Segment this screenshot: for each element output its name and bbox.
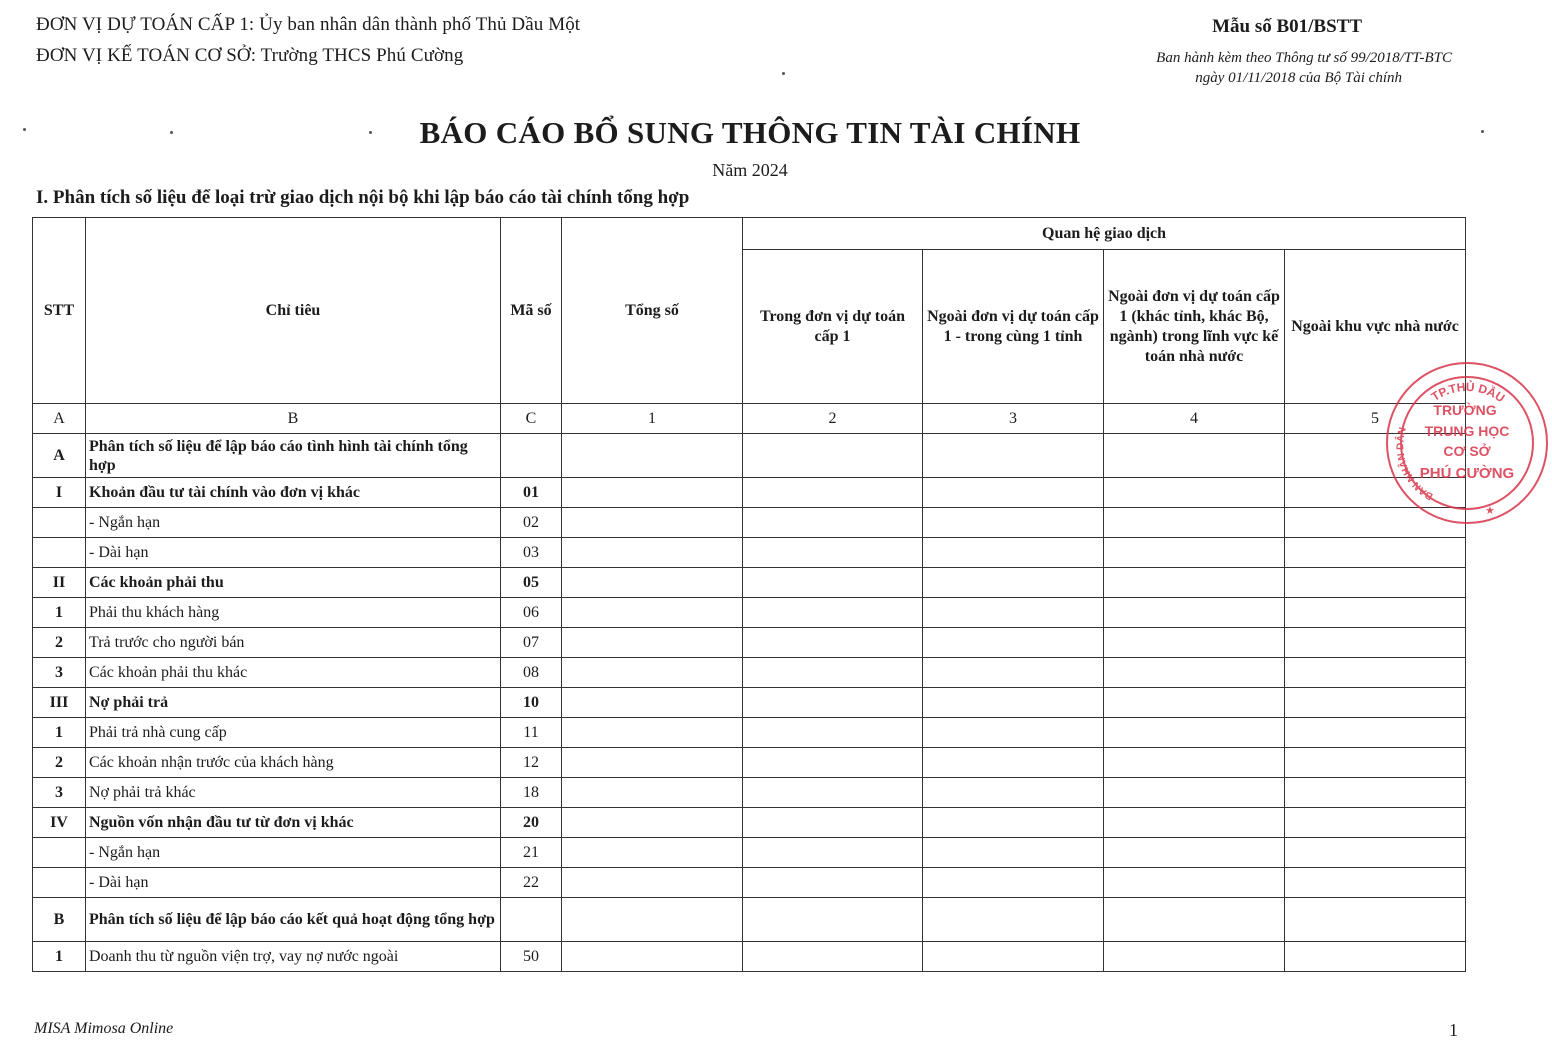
row-total — [562, 778, 743, 808]
row-col4 — [1104, 508, 1285, 538]
row-indicator: Nợ phải trả khác — [86, 778, 501, 808]
row-stt: 1 — [33, 718, 86, 748]
row-col3 — [923, 868, 1104, 898]
column-key: 2 — [743, 404, 923, 434]
row-col2 — [743, 598, 923, 628]
row-indicator: Doanh thu từ nguồn viện trợ, vay nợ nước ngoài — [86, 942, 501, 972]
row-col4 — [1104, 808, 1285, 838]
row-indicator: Trả trước cho người bán — [86, 628, 501, 658]
table-row — [33, 718, 1466, 748]
table-row — [33, 942, 1466, 972]
row-col2 — [743, 748, 923, 778]
row-col2 — [743, 658, 923, 688]
column-key: 3 — [923, 404, 1104, 434]
row-col4 — [1104, 748, 1285, 778]
row-total — [562, 718, 743, 748]
table-row — [33, 508, 1466, 538]
scan-speck — [23, 128, 26, 131]
table-row — [33, 898, 1466, 942]
row-indicator: - Dài hạn — [86, 868, 501, 898]
table-row — [33, 838, 1466, 868]
seal-star-icon: ★ — [1485, 505, 1495, 517]
row-total — [562, 508, 743, 538]
form-note-line1: Ban hành kèm theo Thông tư số 99/2018/TT-BTC — [1156, 50, 1452, 66]
row-col4 — [1104, 538, 1285, 568]
row-indicator: Nợ phải trả — [86, 688, 501, 718]
row-stt: B — [33, 898, 86, 942]
row-col5 — [1285, 868, 1466, 898]
row-col4 — [1104, 942, 1285, 972]
row-col3 — [923, 718, 1104, 748]
row-total — [562, 808, 743, 838]
row-stt: 1 — [33, 942, 86, 972]
row-col5 — [1285, 808, 1466, 838]
column-key-row — [33, 404, 1466, 434]
row-col3 — [923, 898, 1104, 942]
row-col4 — [1104, 868, 1285, 898]
row-col2 — [743, 478, 923, 508]
table-row — [33, 688, 1466, 718]
scan-speck — [170, 131, 173, 134]
row-code: 12 — [501, 748, 562, 778]
row-stt: I — [33, 478, 86, 508]
row-stt — [33, 868, 86, 898]
row-indicator: - Dài hạn — [86, 538, 501, 568]
row-col2 — [743, 898, 923, 942]
page-number: 1 — [1449, 1020, 1458, 1040]
report-title: BÁO CÁO BỔ SUNG THÔNG TIN TÀI CHÍNH — [419, 115, 1081, 150]
row-col4 — [1104, 838, 1285, 868]
row-total — [562, 568, 743, 598]
table-row — [33, 778, 1466, 808]
row-total — [562, 748, 743, 778]
header-col3: Ngoài đơn vị dự toán cấp 1 - trong cùng 1 tỉnh — [923, 250, 1104, 404]
header-col2: Trong đơn vị dự toán cấp 1 — [743, 250, 923, 404]
row-col5 — [1285, 658, 1466, 688]
row-col2 — [743, 538, 923, 568]
row-col2 — [743, 628, 923, 658]
row-col4 — [1104, 658, 1285, 688]
row-col2 — [743, 778, 923, 808]
row-col3 — [923, 538, 1104, 568]
row-col5 — [1285, 538, 1466, 568]
row-col4 — [1104, 478, 1285, 508]
row-indicator: - Ngắn hạn — [86, 508, 501, 538]
column-key: A — [33, 404, 86, 434]
row-stt — [33, 838, 86, 868]
row-col3 — [923, 598, 1104, 628]
row-stt: A — [33, 434, 86, 478]
row-col2 — [743, 808, 923, 838]
row-indicator: - Ngắn hạn — [86, 838, 501, 868]
row-col4 — [1104, 434, 1285, 478]
row-indicator: Các khoản nhận trước của khách hàng — [86, 748, 501, 778]
row-code: 18 — [501, 778, 562, 808]
row-total — [562, 868, 743, 898]
row-col3 — [923, 478, 1104, 508]
row-code: 03 — [501, 538, 562, 568]
row-col4 — [1104, 718, 1285, 748]
row-indicator: Phân tích số liệu để lập báo cáo tình hình tài chính tổng hợp — [86, 434, 501, 478]
table-row — [33, 868, 1466, 898]
row-indicator: Các khoản phải thu — [86, 568, 501, 598]
row-code: 01 — [501, 478, 562, 508]
row-code: 21 — [501, 838, 562, 868]
row-code: 50 — [501, 942, 562, 972]
row-total — [562, 434, 743, 478]
scan-speck — [1481, 130, 1484, 133]
row-col5 — [1285, 748, 1466, 778]
table-row — [33, 568, 1466, 598]
row-code: 22 — [501, 868, 562, 898]
row-indicator: Khoản đầu tư tài chính vào đơn vị khác — [86, 478, 501, 508]
row-col2 — [743, 718, 923, 748]
row-indicator: Nguồn vốn nhận đầu tư từ đơn vị khác — [86, 808, 501, 838]
row-col5 — [1285, 688, 1466, 718]
row-total — [562, 688, 743, 718]
table-row — [33, 478, 1466, 508]
accounting-unit: ĐƠN VỊ KẾ TOÁN CƠ SỞ: Trường THCS Phú Cường — [36, 45, 464, 66]
row-code: 05 — [501, 568, 562, 598]
seal-text-line1: TRƯỜNG — [1433, 402, 1497, 418]
table-row — [33, 748, 1466, 778]
header-col5: Ngoài khu vực nhà nước — [1285, 250, 1466, 404]
row-stt: 3 — [33, 778, 86, 808]
seal-ring-text-left: BAN NHÂN DÂN — [1395, 426, 1436, 502]
row-col2 — [743, 838, 923, 868]
column-key: B — [86, 404, 501, 434]
software-footer: MISA Mimosa Online — [34, 1020, 174, 1037]
row-code: 08 — [501, 658, 562, 688]
column-key: C — [501, 404, 562, 434]
row-stt: 1 — [33, 598, 86, 628]
scan-speck — [782, 72, 785, 75]
row-code: 10 — [501, 688, 562, 718]
school-seal-stamp — [1382, 358, 1552, 528]
row-stt: III — [33, 688, 86, 718]
row-total — [562, 942, 743, 972]
row-code — [501, 898, 562, 942]
row-stt: IV — [33, 808, 86, 838]
row-indicator: Phải trả nhà cung cấp — [86, 718, 501, 748]
row-code: 20 — [501, 808, 562, 838]
row-total — [562, 628, 743, 658]
table-row — [33, 658, 1466, 688]
row-col5 — [1285, 942, 1466, 972]
header-indicator: Chỉ tiêu — [86, 218, 501, 404]
header-stt: STT — [33, 218, 86, 404]
seal-text-line3: CƠ SỞ — [1443, 443, 1491, 459]
seal-text-line2: TRUNG HỌC — [1424, 423, 1510, 439]
table-row — [33, 628, 1466, 658]
row-total — [562, 538, 743, 568]
row-col2 — [743, 508, 923, 538]
form-number: Mẫu số B01/BSTT — [1212, 16, 1362, 37]
form-note-line2: ngày 01/11/2018 của Bộ Tài chính — [1195, 70, 1402, 86]
row-col2 — [743, 688, 923, 718]
seal-ring-text-top: TP.THỦ DẦU — [1428, 379, 1508, 406]
report-year: Năm 2024 — [712, 160, 788, 180]
row-col5 — [1285, 898, 1466, 942]
row-stt — [33, 508, 86, 538]
row-total — [562, 478, 743, 508]
row-stt — [33, 538, 86, 568]
row-col4 — [1104, 628, 1285, 658]
header-total: Tổng số — [562, 218, 743, 404]
row-col3 — [923, 748, 1104, 778]
row-col3 — [923, 508, 1104, 538]
table-row — [33, 538, 1466, 568]
row-col2 — [743, 434, 923, 478]
header-transaction-group: Quan hệ giao dịch — [743, 218, 1466, 250]
row-total — [562, 598, 743, 628]
row-col3 — [923, 778, 1104, 808]
row-col5 — [1285, 628, 1466, 658]
row-col3 — [923, 568, 1104, 598]
column-key: 1 — [562, 404, 743, 434]
row-col5 — [1285, 838, 1466, 868]
column-key: 4 — [1104, 404, 1285, 434]
row-total — [562, 658, 743, 688]
row-col4 — [1104, 778, 1285, 808]
row-col5 — [1285, 718, 1466, 748]
row-col4 — [1104, 898, 1285, 942]
row-total — [562, 898, 743, 942]
row-stt: II — [33, 568, 86, 598]
row-indicator: Các khoản phải thu khác — [86, 658, 501, 688]
header-code: Mã số — [501, 218, 562, 404]
row-col3 — [923, 434, 1104, 478]
scan-speck — [369, 131, 372, 134]
header-col4: Ngoài đơn vị dự toán cấp 1 (khác tỉnh, khác Bộ, ngành) trong lĩnh vực kế toán nhà nước — [1104, 250, 1285, 404]
seal-text-line4: PHÚ CƯỜNG — [1419, 465, 1515, 482]
row-indicator: Phải thu khách hàng — [86, 598, 501, 628]
row-stt: 2 — [33, 748, 86, 778]
table-row — [33, 434, 1466, 478]
row-col3 — [923, 808, 1104, 838]
row-col5 — [1285, 568, 1466, 598]
row-code: 06 — [501, 598, 562, 628]
table-row — [33, 808, 1466, 838]
row-col3 — [923, 838, 1104, 868]
row-total — [562, 838, 743, 868]
row-code: 07 — [501, 628, 562, 658]
budget-unit-level1: ĐƠN VỊ DỰ TOÁN CẤP 1: Ủy ban nhân dân thành phố Thủ Dầu Một — [36, 14, 581, 35]
row-code — [501, 434, 562, 478]
row-stt: 3 — [33, 658, 86, 688]
row-col3 — [923, 658, 1104, 688]
row-col5 — [1285, 778, 1466, 808]
section-heading: I. Phân tích số liệu để loại trừ giao dịch nội bộ khi lập báo cáo tài chính tổng hợp — [36, 187, 690, 208]
row-stt: 2 — [33, 628, 86, 658]
row-col2 — [743, 568, 923, 598]
row-col4 — [1104, 598, 1285, 628]
column-key: 5 — [1285, 404, 1466, 434]
row-col3 — [923, 688, 1104, 718]
row-col3 — [923, 628, 1104, 658]
row-code: 02 — [501, 508, 562, 538]
row-col2 — [743, 942, 923, 972]
row-col4 — [1104, 568, 1285, 598]
row-indicator: Phân tích số liệu để lập báo cáo kết quả hoạt động tổng hợp — [86, 898, 501, 942]
table-row — [33, 598, 1466, 628]
row-col4 — [1104, 688, 1285, 718]
row-col3 — [923, 942, 1104, 972]
row-col5 — [1285, 598, 1466, 628]
row-code: 11 — [501, 718, 562, 748]
row-col2 — [743, 868, 923, 898]
financial-info-table — [32, 217, 1466, 972]
